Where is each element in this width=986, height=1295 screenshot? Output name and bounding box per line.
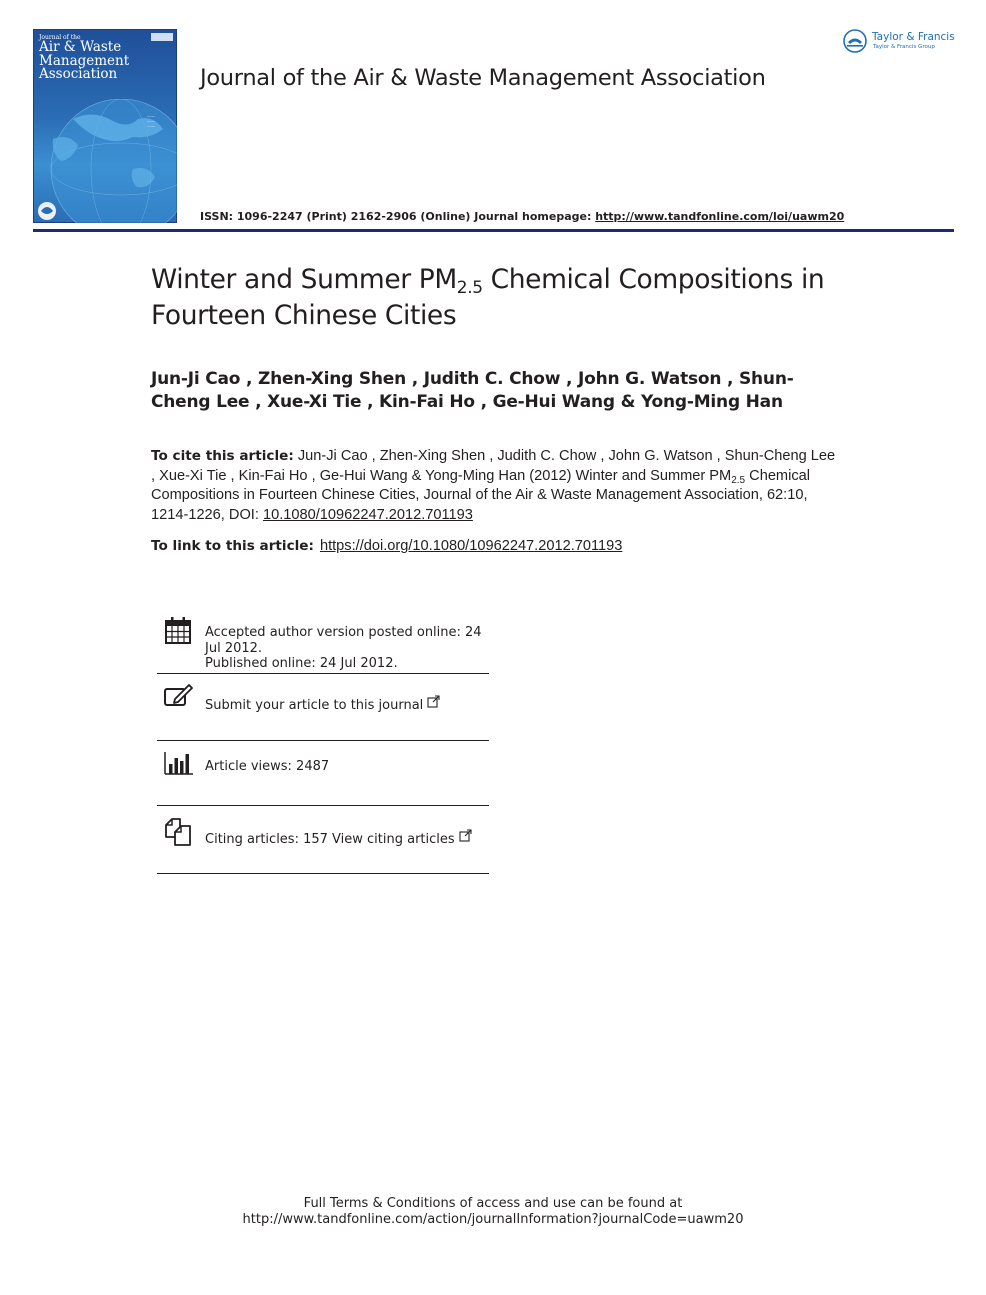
cover-title-line: Air & Waste (39, 39, 122, 55)
article-link-line (151, 538, 622, 554)
article-title-part2: Chemical Compositions in Fourteen Chinese Cities (151, 264, 825, 331)
info-divider (157, 805, 489, 806)
accepted-date: Accepted author version posted online: 24 (205, 625, 482, 640)
external-link-icon (459, 829, 472, 842)
external-link-icon (427, 695, 440, 708)
issn-text: ISSN: 1096-2247 (Print) 2162-2906 (Online) Journal homepage: (200, 210, 596, 223)
cover-title-small: Journal of the (39, 34, 81, 41)
footer-terms (0, 1196, 986, 1228)
article-title-subscript: 2.5 (456, 278, 483, 298)
edit-icon (163, 683, 193, 709)
cover-issn-box (151, 33, 173, 41)
citation-text: Chemical Compositions in Fourteen Chinese Cities, Journal of the Air & Waste Management Association, 62:10, 1214-1226, DOI: (151, 467, 810, 523)
footer-terms-text: Full Terms & Conditions of access and use can be found at (303, 1196, 683, 1211)
article-authors: Jun-Ji Cao , Zhen-Xing Shen , Judith C. Chow , John G. Watson , Shun-Cheng Lee , Xue-Xi Tie , Kin-Fai Ho , Ge-Hui Wang & Yong-Ming Han (151, 369, 794, 412)
article-views-row (157, 748, 489, 798)
bar-chart-icon (163, 750, 195, 776)
citing-docs-icon (163, 817, 193, 847)
info-divider (157, 873, 489, 874)
footer-terms-link[interactable]: http://www.tandfonline.com/action/journalInformation?journalCode=uawm20 (242, 1212, 744, 1227)
cover-title-line: Association (39, 66, 118, 82)
citing-articles-row[interactable] (157, 814, 489, 870)
info-divider (157, 740, 489, 741)
article-link-label: To link to this article: (151, 538, 314, 554)
publisher-group: Taylor & Francis Group (873, 44, 935, 50)
citing-articles-link[interactable]: Citing articles: 157 View citing articles (205, 832, 455, 847)
journal-title: Journal of the Air & Waste Management Association (200, 65, 766, 91)
info-divider (157, 673, 489, 674)
article-doi-link[interactable]: https://doi.org/10.1080/10962247.2012.701193 (319, 538, 623, 554)
article-views: Article views: 2487 (205, 759, 330, 774)
cover-volume-info: —— —— —— (147, 114, 155, 129)
calendar-icon (163, 616, 193, 646)
issn-line (200, 210, 844, 223)
journal-homepage-link[interactable]: http://www.tandfonline.com/loi/uawm20 (595, 210, 845, 223)
submit-article-row[interactable] (157, 680, 489, 736)
citation-label: To cite this article: (151, 448, 294, 464)
published-date: Published online: 24 Jul 2012. (205, 656, 398, 671)
citation-doi-link[interactable]: 10.1080/10962247.2012.701193 (262, 506, 473, 523)
header-divider (33, 229, 954, 232)
taylor-francis-logo-icon (842, 29, 868, 53)
submit-article-link[interactable]: Submit your article to this journal (205, 698, 424, 713)
citation-block (151, 447, 841, 525)
citation-subscript: 2.5 (731, 474, 746, 486)
journal-cover (33, 29, 177, 223)
citation-text: Jun-Ji Cao , Zhen-Xing Shen , Judith C. Chow , John G. Watson , Shun-Cheng Lee , Xue-Xi Tie , Kin-Fai Ho , Ge-Hui Wang & Yong-Ming Han (2012) Winter and Summer PM (151, 448, 836, 484)
publisher-logo[interactable] (842, 29, 957, 55)
cover-title (39, 35, 149, 82)
publisher-name: Taylor & Francis (872, 31, 955, 43)
publication-dates-row (157, 616, 489, 672)
article-title-part1: Winter and Summer PM (151, 264, 457, 295)
cover-title-line: Management (39, 52, 130, 69)
article-title (151, 262, 851, 334)
accepted-date-cont: Jul 2012. (205, 640, 263, 656)
